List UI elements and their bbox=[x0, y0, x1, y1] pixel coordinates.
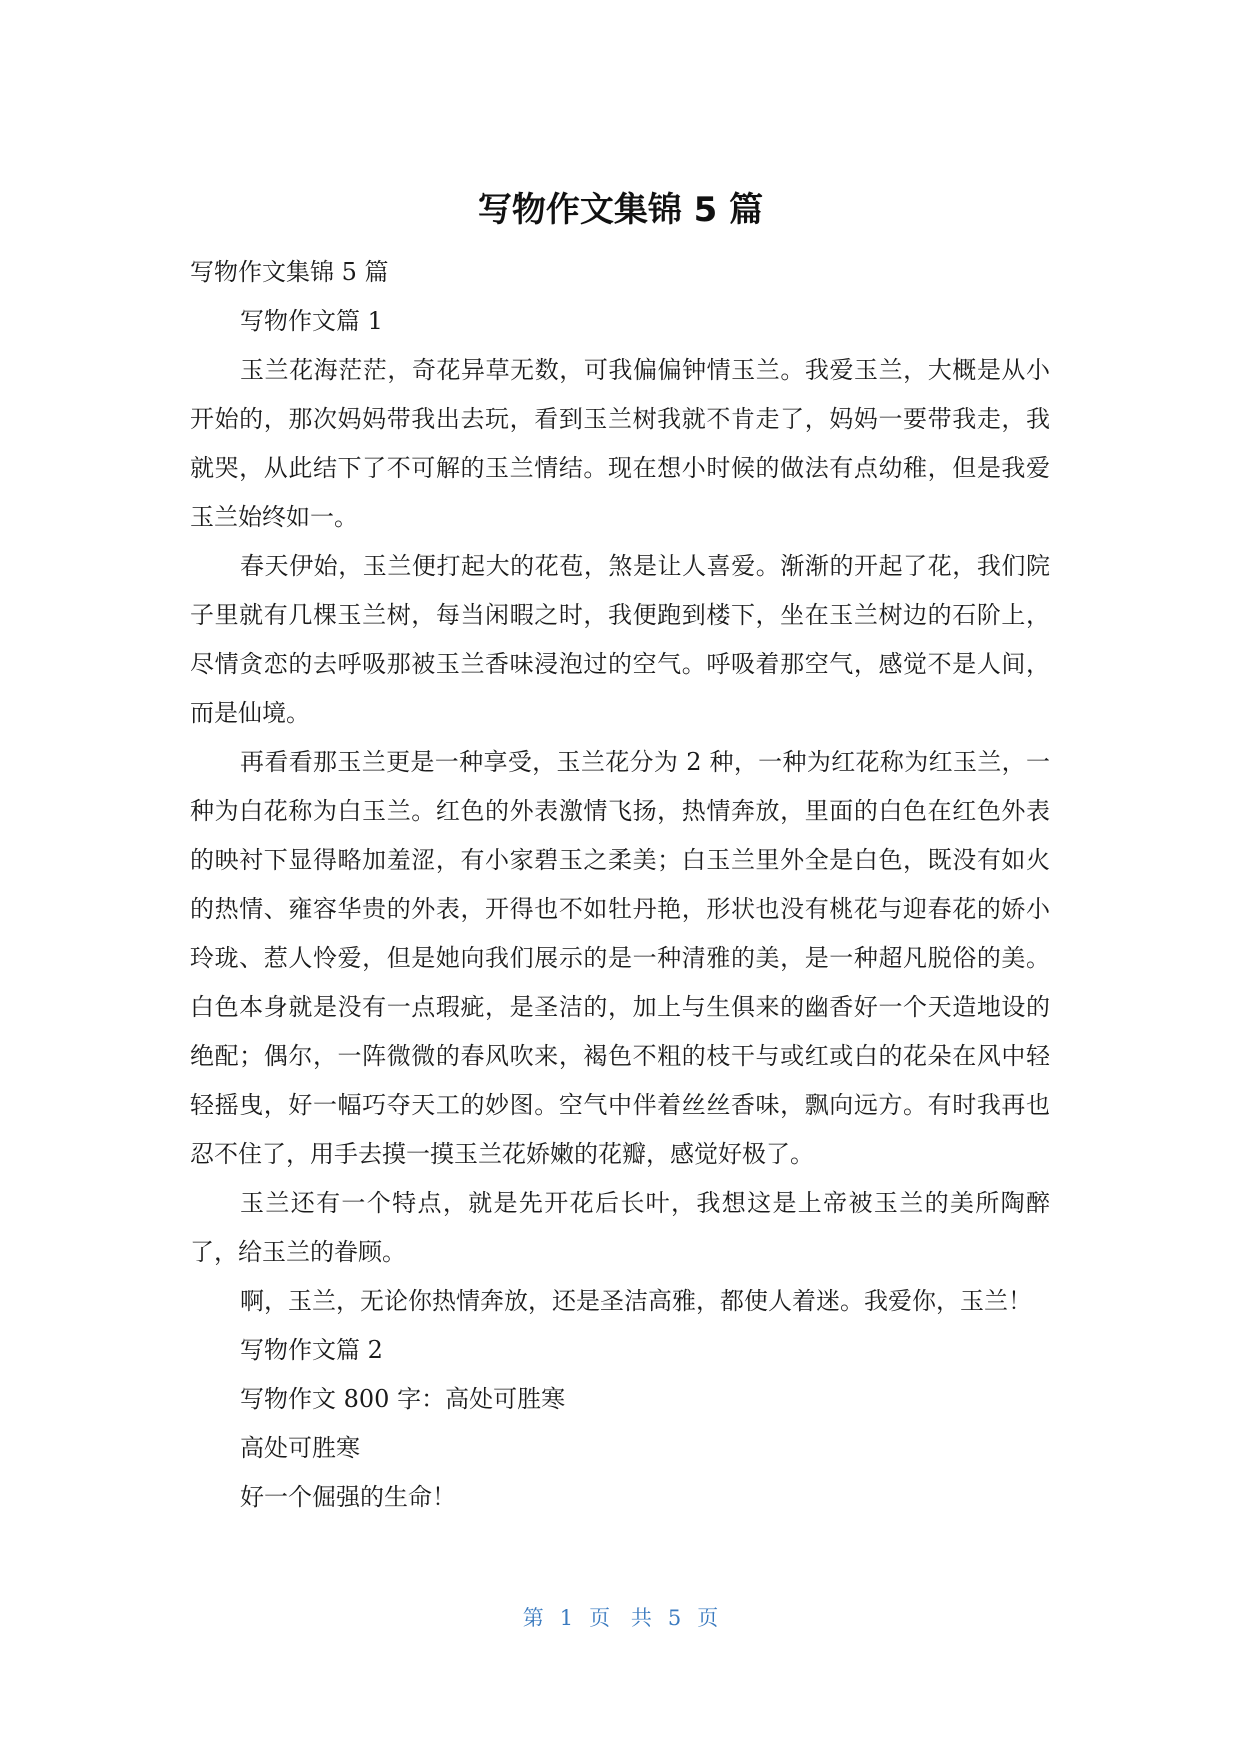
footer-current-page: 1 bbox=[559, 1606, 574, 1630]
document-title: 写物作文集锦 5 篇 bbox=[477, 190, 764, 230]
paragraph: 玉兰花海茫茫，奇花异草无数，可我偏偏钟情玉兰。我爱玉兰，大概是从小开始的，那次妈妈带我出去玩，看到玉兰树我就不肯走了，妈妈一要带我走，我就哭，从此结下了不可解的玉兰情结。现在想小时候的做法有点幼稚，但是我爱玉兰始终如一。 bbox=[190, 356, 1050, 531]
paragraph: 写物作文 800 字：高处可胜寒 bbox=[240, 1385, 566, 1413]
document-body bbox=[190, 248, 1050, 1522]
page-footer bbox=[0, 1604, 1241, 1632]
paragraph: 高处可胜寒 bbox=[240, 1434, 360, 1462]
footer-label-end: 页 bbox=[697, 1606, 719, 1630]
paragraph: 写物作文篇 1 bbox=[240, 307, 383, 335]
paragraph: 玉兰还有一个特点，就是先开花后长叶，我想这是上帝被玉兰的美所陶醉了，给玉兰的眷顾。 bbox=[190, 1189, 1050, 1266]
paragraph: 好一个倔强的生命！ bbox=[240, 1483, 456, 1511]
paragraph: 啊，玉兰，无论你热情奔放，还是圣洁高雅，都使人着迷。我爱你，玉兰！ bbox=[240, 1287, 1032, 1315]
footer-total-pages: 5 bbox=[667, 1606, 682, 1630]
paragraph: 春天伊始，玉兰便打起大的花苞，煞是让人喜爱。渐渐的开起了花，我们院子里就有几棵玉兰树，每当闲暇之时，我便跑到楼下，坐在玉兰树边的石阶上，尽情贪恋的去呼吸那被玉兰香味浸泡过的空气。呼吸着那空气，感觉不是人间，而是仙境。 bbox=[190, 552, 1050, 727]
paragraph: 再看看那玉兰更是一种享受，玉兰花分为 2 种，一种为红花称为红玉兰，一种为白花称为白玉兰。红色的外表激情飞扬，热情奔放，里面的白色在红色外表的映衬下显得略加羞涩，有小家碧玉之柔美；白玉兰里外全是白色，既没有如火的热情、雍容华贵的外表，开得也不如牡丹艳，形状也没有桃花与迎春花的娇小玲珑、惹人怜爱，但是她向我们展示的是一种清雅的美，是一种超凡脱俗的美。白色本身就是没有一点瑕疵，是圣洁的，加上与生俱来的幽香好一个天造地设的绝配；偶尔，一阵微微的春风吹来，褐色不粗的枝干与或红或白的花朵在风中轻轻摇曳，好一幅巧夺天工的妙图。空气中伴着丝丝香味，飘向远方。有时我再也忍不住了，用手去摸一摸玉兰花娇嫩的花瓣，感觉好极了。 bbox=[190, 748, 1050, 1168]
paragraph: 写物作文集锦 5 篇 bbox=[190, 258, 389, 286]
paragraph: 写物作文篇 2 bbox=[240, 1336, 383, 1364]
footer-label-of: 页 共 bbox=[589, 1606, 652, 1630]
footer-label-page: 第 bbox=[522, 1606, 544, 1630]
